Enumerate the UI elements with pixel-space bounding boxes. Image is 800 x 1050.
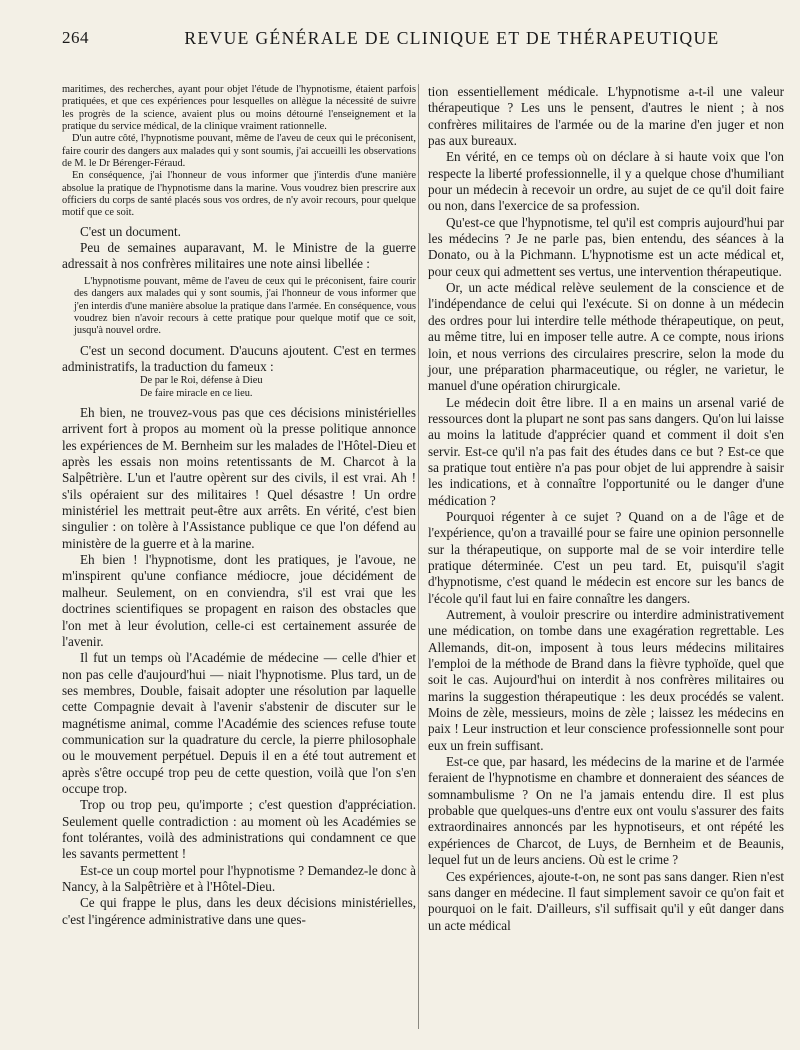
paragraph: Il fut un temps où l'Académie de médecine — celle d'hier et non pas celle d'aujourd'hui — niait l'hypnotisme. Plus tard, un de ses membres, Double, faisait adopter une résolution par laquelle cette Compagnie devait à l'avenir s'abstenir de discuter sur le magnétisme animal, comme l'Académie des sciences refuse toute communication sur la quadrature du cercle, la pierre philosophale ou le mouvement perpétuel. Depuis il en a été tout autrement et après s'être occupé trop peu de cette question, voilà que l'on s'en occupe trop. (62, 650, 416, 796)
paragraph: En conséquence, j'ai l'honneur de vous informer que j'interdis d'une manière absolue la pratique de l'hypnotisme dans la marine. Vous voudrez bien prescrire aux officiers du corps de santé placés sous vos ordres, de n'y avoir recours, pour quelque motif que ce soit. (62, 170, 416, 219)
paragraph: Le médecin doit être libre. Il a en mains un arsenal varié de ressources dont la plupart ne sont pas sans dangers. Qu'on lui laisse au moins la latitude d'apprécier quand et comment il doit s'en servir. Est-ce qu'il n'a pas fait des études dans ce but ? Est-ce que sa pratique tout entière n'a pas pour objet de lui apprendre à saisir les indications, et à connaître l'opportunité ou le danger d'une médication ? (428, 394, 784, 508)
column-divider (418, 84, 419, 1029)
paragraph: tion essentiellement médicale. L'hypnotisme a-t-il une valeur thérapeutique ? Les uns le pensent, d'autres le nient ; à nos confrères militaires de l'armée ou de la marine d'en juger et non pas aux bureaux. (428, 84, 784, 149)
paragraph: Est-ce que, par hasard, les médecins de la marine et de l'armée feraient de l'hypnotisme en chambre et donneraient des séances de somnambulisme ? On ne l'a jamais entendu dire. Il est plus probable que quelques-uns d'entre eux ont voulu s'assurer des faits extraordinaires annoncés par les hypnotiseurs, et ont répété les expériences de Charcot, de Luys, de Bernheim et de Beaunis, lequel fut un de leurs anciens. Où est le crime ? (428, 754, 784, 868)
page-number: 264 (62, 28, 89, 47)
paragraph: Ce qui frappe le plus, dans les deux décisions ministérielles, c'est l'ingérence administrative dans une ques- (62, 895, 416, 927)
page-header (62, 28, 782, 56)
paragraph: Eh bien ! l'hypnotisme, dont les pratiques, je l'avoue, ne m'inspirent qu'une confiance médiocre, joue décidément de malheur. Seulement, on en conviendra, s'il est vrai que les doctrines scientifiques se propagent en raison des obstacles que l'on met à leur évolution, celle-ci est certainement assurée de l'avenir. (62, 552, 416, 649)
paragraph: Or, un acte médical relève seulement de la conscience et de l'indépendance de celui qui l'exécute. Si on donne à un médecin des ordres pour lui interdire telle méthode thérapeutique, on peut, au même titre, lui en imposer telle autre. A ce compte, nous irions loin, et nous verrions des circulaires prescrire, selon la mode du jour, une préparation pharmaceutique, ou régler, ne varietur, le manuel d'une opération chirurgicale. (428, 280, 784, 394)
paragraph: En vérité, en ce temps où on déclare à si haute voix que l'on respecte la liberté professionnelle, il y a quelque chose d'humiliant pour un médecin à recevoir un ordre, au sujet de ce qu'il doit faire ou non, dans l'exercice de sa profession. (428, 149, 784, 214)
motto-quote (62, 375, 416, 400)
motto-line: De par le Roi, défense à Dieu (140, 375, 263, 387)
body-text (62, 224, 416, 273)
paragraph: maritimes, des recherches, ayant pour objet l'étude de l'hypnotisme, étaient parfois pratiquées, et que ces expériences pour lesquelles on allègue la nécessité de suivre les progrès de la science, avaient plus ou moins détourné l'enseignement et la pratique du service médical, de la clinique vraiment rationnelle. (62, 84, 416, 133)
paragraph: Qu'est-ce que l'hypnotisme, tel qu'il est compris aujourd'hui par les médecins ? Je ne parle pas, bien entendu, des séances à la Donato, ou à la Pichmann. L'hypnotisme est un acte médical et, pour ceux qui admettent ses vertus, une intervention thérapeutique. (428, 214, 784, 279)
ministerial-letter-excerpt (62, 84, 416, 220)
paragraph: D'un autre côté, l'hypnotisme pouvant, même de l'aveu de ceux qui le préconisent, faire courir des dangers aux malades qui y sont soumis, j'ai accueilli les observations de M. le Dr Bérenger-Féraud. (62, 133, 416, 170)
paragraph: Peu de semaines auparavant, M. le Ministre de la guerre adressait à nos confrères militaires une note ainsi libellée : (62, 240, 416, 272)
body-text (62, 405, 416, 928)
body-text (62, 343, 416, 376)
right-column (428, 84, 784, 934)
paragraph: Ces expériences, ajoute-t-on, ne sont pas sans danger. Rien n'est sans danger en médecine. Il faut simplement savoir ce qu'on fait et pourquoi on le fait. D'ailleurs, s'il suffisait qu'il y eût danger dans un acte médical (428, 868, 784, 933)
left-column (62, 84, 416, 928)
body-text (428, 84, 784, 934)
paragraph: Trop ou trop peu, qu'importe ; c'est question d'appréciation. Seulement quelle contradiction : au moment où les Académies se font tolérantes, voilà des administrations qui condamnent ce que les savants permettent ! (62, 797, 416, 862)
paragraph: Est-ce un coup mortel pour l'hypnotisme ? Demandez-le donc à Nancy, à la Salpêtrière et à l'Hôtel-Dieu. (62, 862, 416, 894)
motto-line: De faire miracle en ce lieu. (140, 387, 253, 399)
paragraph: Eh bien, ne trouvez-vous pas que ces décisions ministérielles arrivent fort à propos au moment où la presse politique annonce les expériences de M. Bernheim sur les malades de l'Hôtel-Dieu et après les essais non moins retentissants de M. Charcot à la Salpêtrière. L'un et l'autre opèrent sur des civils, il est vrai. Ah ! s'ils opéraient sur des militaires ! Quel désastre ! Un ordre ministériel les mettrait peut-être aux arrêts. En vérité, c'est bien singulier : on tolère à l'Assistance publique ce que l'on défend au ministère de la guerre et à la marine. (62, 405, 416, 551)
paragraph: C'est un second document. D'aucuns ajoutent. C'est en termes administratifs, la traduction du fameux : (62, 342, 416, 374)
paragraph: L'hypnotisme pouvant, même de l'aveu de ceux qui le préconisent, faire courir des dangers aux malades qui y sont soumis, j'ai l'honneur de vous informer que j'en interdis d'une manière absolue la pratique dans l'armée. En conséquence, vous voudrez bien n'avoir recours à cette pratique pour quelque motif que ce soit, jusqu'à nouvel ordre. (74, 275, 416, 337)
paragraph: Autrement, à vouloir prescrire ou interdire administrativement une médication, on tombe dans une exagération regrettable. Les Allemands, dit-on, imposent à tous leurs médecins militaires l'emploi de la méthode de Brand dans la fièvre typhoïde, quel que soit le cas. Aujourd'hui on interdit à nos confrères militaires ou marins la suggestion thérapeutique : les deux procédés se valent. Moins de zèle, messieurs, moins de zèle ; laissez les médecins en paix ! Leur instruction et leur conscience professionnelle sont pour eux un frein suffisant. (428, 607, 784, 753)
paragraph: C'est un document. (80, 223, 181, 239)
paragraph: Pourquoi régenter à ce sujet ? Quand on a de l'âge et de l'expérience, qu'on a travaillé pour se faire une opinion personnelle sur la thérapeutique, on supporte mal de se voir interdire telle pratique déterminée. C'est un peu tard. Et, puisqu'il s'agit d'hypnotisme, c'est quand le médecin est encore sur les bancs de l'école qu'il faut lui en faire connaître les dangers. (428, 508, 784, 606)
quoted-note (62, 276, 416, 338)
running-head: REVUE GÉNÉRALE DE CLINIQUE ET DE THÉRAPEUTIQUE (184, 28, 720, 48)
